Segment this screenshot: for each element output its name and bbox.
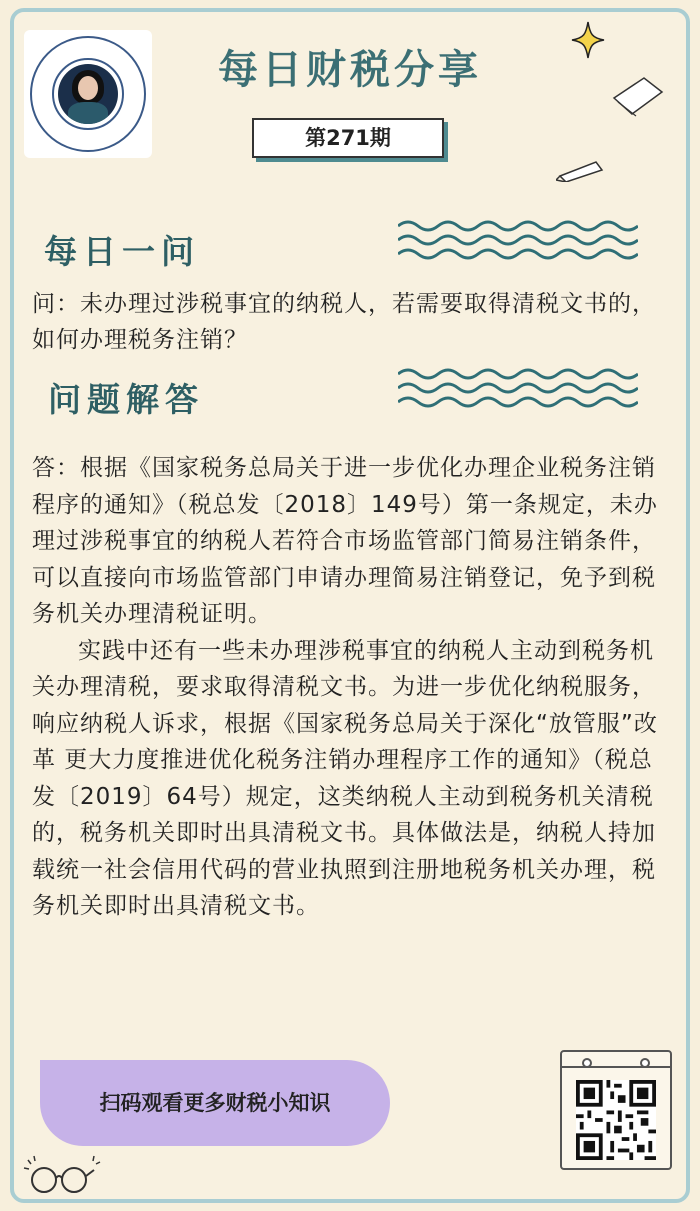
answer-paragraph-2: 实践中还有一些未办理涉税事宜的纳税人主动到税务机关办理清税，要求取得清税文书。为进一步优化纳税服务，响应纳税人诉求，根据《国家税务总局关于深化“放管服”改革 更大力度推进优化税务注销办理程序工作的通知》（税总发〔2019〕64号）规定，这类纳税人主动到税务机关清税的，税务机关即时出具清税文书。具体做法是，纳税人持加载统一社会信用代码的营业执照到注册地税务机关办理，税务机关即时出具清税文书。 <box>32 637 658 919</box>
qr-code-icon[interactable] <box>576 1080 656 1160</box>
question-text: 问：未办理过涉税事宜的纳税人，若需要取得清税文书的，如何办理税务注销？ <box>32 291 656 353</box>
daily-question-heading: 每日一问 <box>44 232 200 271</box>
qr-code-card <box>560 1050 672 1170</box>
notepad-icon <box>610 74 666 118</box>
portrait-shirt <box>68 102 108 124</box>
sparkle-icon <box>570 20 606 60</box>
card-binder-bar <box>562 1066 670 1068</box>
answer-heading: 问题解答 <box>48 380 204 419</box>
portrait-face <box>78 76 98 100</box>
wave-decoration-2 <box>398 366 638 416</box>
binder-ring-left <box>582 1058 592 1068</box>
school-logo <box>24 30 152 158</box>
wave-decoration-1 <box>398 218 638 268</box>
glasses-icon <box>22 1150 102 1200</box>
pencil-icon <box>556 156 608 182</box>
issue-badge: 第271期 <box>252 118 444 158</box>
cta-banner: 扫码观看更多财税小知识 <box>40 1060 390 1146</box>
binder-ring-right <box>640 1058 650 1068</box>
answer-paragraph-1: 答：根据《国家税务总局关于进一步优化办理企业税务注销程序的通知》（税总发〔2018〕149号）第一条规定，未办理过涉税事宜的纳税人若符合市场监管部门简易注销条件，可以直接向市场监管部门申请办理简易注销登记，免予到税务机关办理清税证明。 <box>32 455 658 627</box>
teacher-portrait <box>58 64 118 124</box>
answer-body <box>32 450 664 925</box>
page-title: 每日财税分享 <box>218 47 482 93</box>
